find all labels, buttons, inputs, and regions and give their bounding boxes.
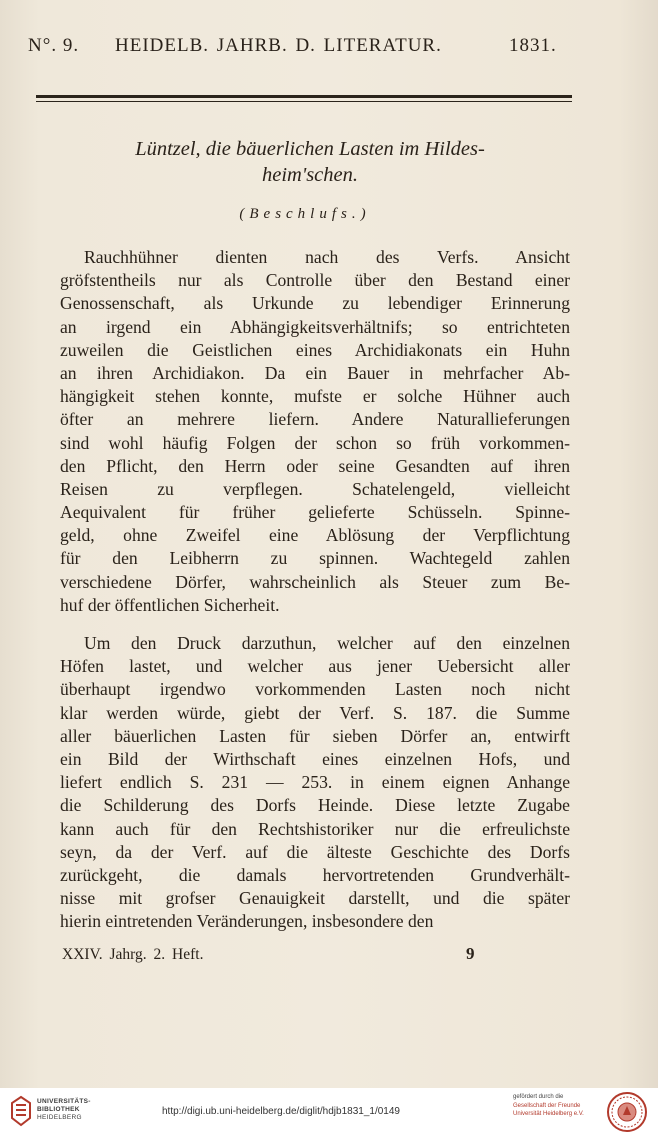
sheet-number: 9 bbox=[466, 944, 475, 963]
text-line: an irgend ein Abhängigkeitsverhältnifs; so entrichteten bbox=[60, 316, 570, 337]
text-line: klar werden würde, giebt der Verf. S. 187. die Summe bbox=[60, 702, 570, 723]
text-line: hängigkeit stehen konnte, mufste er solche Hühner auch bbox=[60, 386, 570, 407]
text-line: Aequivalent für früher gelieferte Schüsseln. Spinne- bbox=[60, 502, 570, 523]
text-line: zuweilen die Geistlichen eines Archidiakonats ein Huhn bbox=[60, 339, 570, 360]
text-line: hierin eintretenden Veränderungen, insbesondere den bbox=[60, 911, 434, 932]
text-line: Rauchhühner dienten nach des Verfs. Ansicht bbox=[84, 247, 570, 267]
text-line: für den Leibherrn zu spinnen. Wachtegeld zahlen bbox=[60, 548, 570, 569]
text-line: Höfen lastet, und welcher aus jener Uebersicht aller bbox=[60, 656, 570, 677]
library-name-line: UNIVERSITÄTS- bbox=[37, 1098, 91, 1105]
header-rule-thin bbox=[36, 101, 572, 102]
text-line: geld, ohne Zweifel eine Ablösung der Verpflichtung bbox=[60, 525, 570, 546]
text-line: sind wohl häufig Folgen der schon so früh vorkommen- bbox=[60, 432, 570, 453]
article-title-line: heim'schen. bbox=[261, 164, 359, 186]
text-line: ein Bild der Wirthschaft eines einzelnen Hofs, und bbox=[60, 748, 570, 769]
article-subtitle: (Beschlufs.) bbox=[239, 206, 371, 222]
text-line: die Schilderung des Dorfs Heinde. Diese letzte Zugabe bbox=[60, 795, 570, 816]
text-line: an ihren Archidiakon. Da ein Bauer in mehrfacher Ab- bbox=[60, 362, 570, 383]
funding-line: Universität Heidelberg e.V. bbox=[513, 1111, 584, 1117]
digitization-footer bbox=[0, 1088, 658, 1135]
text-line: den Pflicht, den Herrn oder seine Gesandten auf ihren bbox=[60, 455, 570, 476]
text-line: Um den Druck darzuthun, welcher auf den einzelnen bbox=[84, 633, 570, 653]
text-line: liefert endlich S. 231 — 253. in einem eignen Anhange bbox=[60, 772, 570, 793]
text-line: Genossenschaft, als Urkunde zu lebendiger Erinnerung bbox=[60, 293, 570, 314]
text-line: verschiedene Dörfer, wahrscheinlich als Steuer zum Be- bbox=[60, 571, 570, 592]
paragraph-gap bbox=[60, 617, 570, 632]
article-title-line: Lüntzel, die bäuerlichen Lasten im Hildes- bbox=[135, 138, 485, 160]
text-line: huf der öffentlichen Sicherheit. bbox=[60, 594, 280, 615]
text-line: öfter an mehrere liefern. Andere Naturallieferungen bbox=[60, 409, 570, 430]
funding-notice bbox=[513, 1093, 584, 1119]
university-library-logo-icon bbox=[9, 1094, 33, 1128]
text-line: zurückgeht, die damals hervortretenden Grundverhält- bbox=[60, 864, 570, 885]
library-name-line: BIBLIOTHEK bbox=[37, 1106, 80, 1113]
text-line: Reisen zu verpflegen. Schatelengeld, vielleicht bbox=[60, 478, 570, 499]
journal-title: HEIDELB. JAHRB. D. LITERATUR. bbox=[115, 35, 442, 56]
running-header bbox=[28, 35, 628, 61]
header-rule-thick bbox=[36, 95, 572, 98]
library-name-line: HEIDELBERG bbox=[37, 1114, 82, 1121]
text-line: nisse mit grofser Genauigkeit darstellt, und die später bbox=[60, 888, 570, 909]
text-line: gröfstentheils nur als Controlle über den Bestand einer bbox=[60, 270, 570, 291]
header-year: 1831. bbox=[509, 35, 557, 56]
funding-line: Gesellschaft der Freunde bbox=[513, 1102, 581, 1109]
sheet-signature bbox=[60, 946, 570, 968]
article-title bbox=[40, 136, 580, 188]
permalink-url[interactable]: http://digi.ub.uni-heidelberg.de/diglit/hdjb1831_1/0149 bbox=[162, 1106, 400, 1117]
funding-line: gefördert durch die bbox=[513, 1094, 564, 1100]
text-line: seyn, da der Verf. auf die älteste Geschichte des Dorfs bbox=[60, 841, 570, 862]
text-line: überhaupt irgendwo vorkommenden Lasten noch nicht bbox=[60, 679, 570, 700]
volume-signature: XXIV. Jahrg. 2. Heft. bbox=[62, 946, 204, 963]
article-body bbox=[60, 246, 570, 933]
issue-number: N°. 9. bbox=[28, 35, 80, 56]
text-line: aller bäuerlichen Lasten für sieben Dörfer an, entwirft bbox=[60, 725, 570, 746]
university-seal-icon bbox=[606, 1091, 648, 1133]
text-line: kann auch für den Rechtshistoriker nur die erfreulichste bbox=[60, 818, 570, 839]
library-name bbox=[37, 1098, 91, 1122]
